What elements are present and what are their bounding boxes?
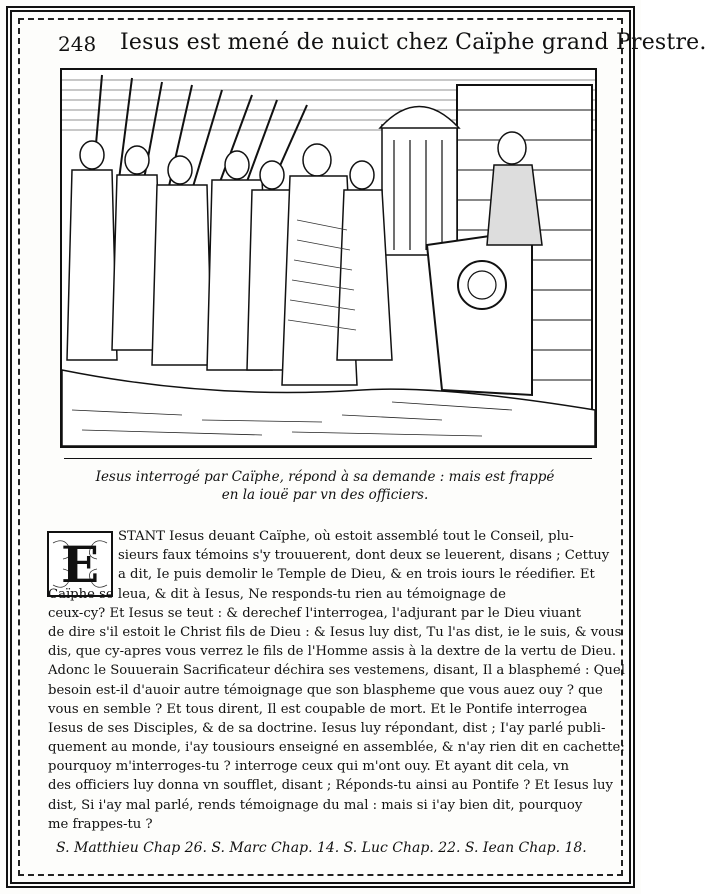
page-header — [58, 30, 707, 64]
caption-line-2: en la iouë par vn des officiers. — [221, 487, 429, 503]
scripture-references: S. Matthieu Chap 26. S. Marc Chap. 14. S. Luc Chap. 22. S. Iean Chap. 18. — [56, 840, 587, 856]
body-line: sieurs faux témoins s'y trouuerent, dont deux se leuerent, disans ; Cettuy — [118, 548, 610, 564]
body-line: quement au monde, i'ay tousiours enseigné en assemblée, & n'ay rien dit en cachette: — [48, 740, 625, 756]
body-line: dist, Si i'ay mal parlé, rends témoignage du mal : mais si i'ay bien dit, pourquoy — [48, 797, 583, 813]
caption-line-1: Iesus interrogé par Caïphe, répond à sa demande : mais est frappé — [95, 469, 555, 485]
body-line: me frappes-tu ? — [48, 816, 153, 832]
body-line: pourquoy m'interroges-tu ? interroge ceux qui m'ont ouy. Et ayant dit cela, vn — [48, 759, 569, 775]
body-line: STANT Iesus deuant Caïphe, où estoit assemblé tout le Conseil, plu- — [118, 529, 574, 544]
body-line: Caïphe se leua, & dit à Iesus, Ne responds-tu rien au témoignage de — [48, 586, 506, 602]
body-line: dis, que cy-apres vous verrez le fils de l'Homme assis à la dextre de la vertu de Dieu. — [48, 644, 617, 660]
woodcut-scene — [62, 70, 595, 446]
body-line: des officiers luy donna vn soufflet, disant ; Réponds-tu ainsi au Pontife ? Et Iesus luy — [48, 778, 613, 794]
body-line: a dit, Ie puis demolir le Temple de Dieu, & en trois iours le réedifier. Et — [118, 567, 595, 583]
running-head: Iesus est mené de nuict chez Caïphe grand Prestre. — [120, 30, 707, 55]
body-line: besoin est-il d'auoir autre témoignage que son blaspheme que vous auez ouy ? que — [48, 682, 603, 698]
caption-rule — [64, 458, 592, 459]
body-text — [48, 527, 625, 834]
body-line: ceux-cy? Et Iesus se teut : & derechef l'interrogea, l'adjurant par le Dieu viuant — [48, 605, 582, 621]
body-line: Adonc le Souuerain Sacrificateur déchira ses vestemens, disant, Il a blasphemé : Quel — [48, 663, 625, 679]
illustration-caption — [90, 468, 560, 504]
body-line: vous en semble ? Et tous dirent, Il est coupable de mort. Et le Pontife interrogea — [48, 701, 588, 717]
page-number: 248 — [58, 32, 97, 56]
body-line: de dire s'il estoit le Christ fils de Dieu : & Iesus luy dist, Tu l'as dist, ie le suis, & vous — [48, 624, 622, 640]
body-line: Iesus de ses Disciples, & de sa doctrine. Iesus luy répondant, dist ; I'ay parlé publi- — [48, 720, 606, 736]
initial-letter: E — [60, 534, 100, 594]
woodcut-illustration — [60, 68, 597, 448]
